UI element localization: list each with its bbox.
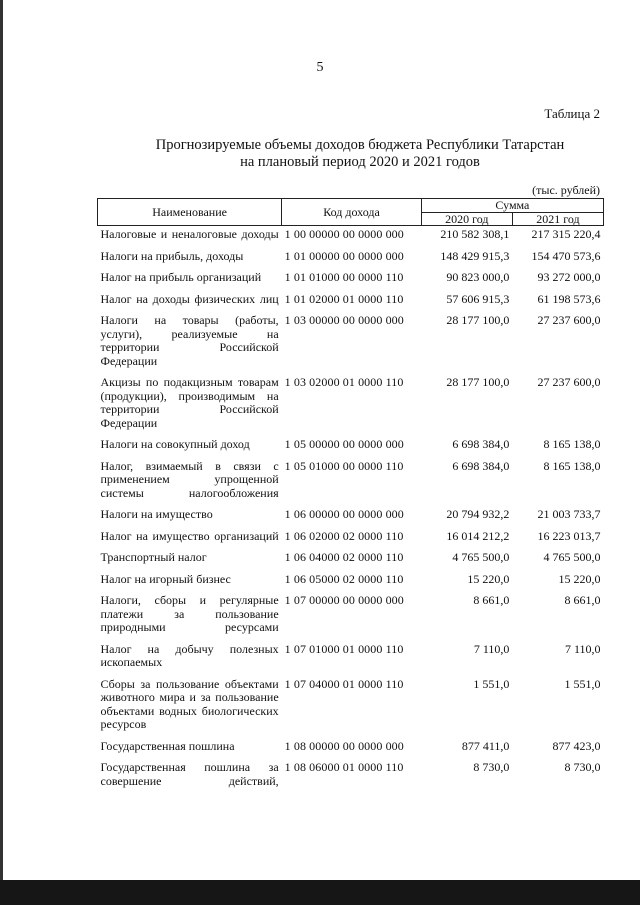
row-code: 1 07 01000 01 0000 110	[284, 641, 404, 656]
row-value-2020: 6 698 384,0	[452, 437, 510, 451]
table-caption: Таблица 2	[544, 106, 600, 121]
table-row	[98, 759, 604, 794]
table-row	[98, 571, 604, 593]
row-name: Государственная пошлина за совершение действий,	[100, 760, 279, 788]
row-value-2021: 7 110,0	[564, 641, 601, 656]
row-value-2021: 93 272 000,0	[537, 270, 601, 284]
table-row	[98, 641, 604, 676]
row-code: 1 06 00000 00 0000 000	[284, 507, 404, 521]
header-sum: Сумма	[421, 199, 603, 213]
row-value-2021: 4 765 500,0	[543, 550, 601, 564]
row-value-2021: 8 730,0	[564, 760, 601, 774]
row-code: 1 01 00000 00 0000 000	[284, 248, 404, 263]
title-line-1: Прогнозируемые объемы доходов бюджета Республики Татарстан	[155, 137, 565, 153]
row-value-2021: 15 220,0	[558, 571, 601, 586]
table-row	[98, 312, 604, 374]
header-year-2020: 2020 год	[421, 212, 512, 226]
row-value-2020: 20 794 932,2	[446, 507, 510, 521]
row-value-2020: 28 177 100,0	[446, 375, 510, 389]
row-code: 1 06 05000 02 0000 110	[284, 571, 404, 586]
page-number: 5	[316, 60, 324, 75]
row-code: 1 06 02000 02 0000 110	[284, 528, 404, 543]
row-code: 1 00 00000 00 0000 000	[284, 227, 404, 241]
table-row	[98, 436, 604, 458]
row-name: Налоги на совокупный доход	[100, 437, 250, 451]
row-name: Налоги на имущество	[100, 507, 213, 521]
row-code: 1 01 01000 00 0000 110	[284, 270, 404, 284]
row-value-2021: 8 165 138,0	[543, 437, 601, 451]
row-code: 1 05 01000 00 0000 110	[284, 458, 404, 473]
row-name: Транспортный налог	[100, 550, 207, 564]
unit-note: (тыс. рублей)	[532, 183, 600, 197]
header-year-2021: 2021 год	[512, 212, 603, 226]
table-row	[98, 549, 604, 571]
row-code: 1 05 00000 00 0000 000	[284, 437, 404, 451]
row-name: Государственная пошлина	[100, 738, 235, 753]
table-row	[98, 248, 604, 270]
row-code: 1 08 00000 00 0000 000	[284, 738, 404, 753]
scan-bottom-band	[0, 880, 640, 905]
row-value-2020: 8 661,0	[473, 593, 510, 607]
row-code: 1 03 02000 01 0000 110	[284, 375, 404, 389]
row-value-2020: 57 606 915,3	[446, 291, 510, 306]
row-value-2020: 7 110,0	[473, 641, 510, 656]
row-value-2020: 877 411,0	[461, 738, 510, 753]
row-value-2020: 210 582 308,1	[440, 227, 510, 241]
table-row	[98, 458, 604, 507]
row-name: Налоги, сборы и регулярные платежи за пользование природными ресурсами	[100, 593, 279, 634]
row-value-2021: 154 470 573,6	[531, 248, 601, 263]
row-name: Сборы за пользование объектами животного мира и за пользование объектами водных биологических ресурсов	[100, 676, 279, 731]
table-row	[98, 506, 604, 528]
row-value-2021: 27 237 600,0	[537, 313, 601, 327]
row-code: 1 03 00000 00 0000 000	[284, 313, 404, 327]
table-row	[98, 291, 604, 313]
table-row	[98, 226, 604, 248]
row-value-2020: 148 429 915,3	[440, 248, 510, 263]
table-row	[98, 269, 604, 291]
row-name: Налоги на товары (работы, услуги), реализуемые на территории Российской Федерации	[100, 313, 279, 368]
scan-left-edge	[0, 0, 3, 905]
row-value-2020: 16 014 212,2	[446, 528, 510, 543]
document-title	[110, 137, 610, 171]
row-value-2021: 16 223 013,7	[537, 528, 601, 543]
row-code: 1 07 04000 01 0000 110	[284, 676, 404, 691]
row-code: 1 08 06000 01 0000 110	[284, 760, 404, 774]
row-value-2021: 217 315 220,4	[531, 227, 601, 241]
row-name: Акцизы по подакцизным товарам (продукции), производимым на территории Российской Федерации	[100, 375, 279, 430]
row-value-2021: 1 551,0	[564, 676, 601, 691]
row-value-2021: 877 423,0	[552, 738, 601, 753]
row-code: 1 06 04000 02 0000 110	[284, 550, 404, 564]
row-value-2020: 8 730,0	[473, 760, 510, 774]
row-value-2021: 21 003 733,7	[537, 507, 601, 521]
row-code: 1 01 02000 01 0000 110	[284, 291, 404, 306]
row-name: Налог, взимаемый в связи с применением упрощенной системы налогообложения	[100, 458, 279, 500]
row-value-2020: 6 698 384,0	[452, 458, 510, 473]
title-line-2: на плановый период 2020 и 2021 годов	[240, 154, 480, 170]
row-name: Налог на доходы физических лиц	[100, 291, 279, 306]
row-name: Налог на имущество организаций	[100, 528, 279, 543]
row-value-2021: 61 198 573,6	[537, 291, 601, 306]
row-value-2020: 28 177 100,0	[446, 313, 510, 327]
row-value-2020: 90 823 000,0	[446, 270, 510, 284]
table-row	[98, 592, 604, 641]
header-code: Код дохода	[282, 199, 422, 226]
table-row	[98, 676, 604, 738]
revenue-table	[97, 198, 604, 794]
table-row	[98, 374, 604, 436]
row-value-2020: 15 220,0	[467, 571, 510, 586]
row-name: Налог на прибыль организаций	[100, 270, 262, 284]
table-row	[98, 528, 604, 550]
row-name: Налог на игорный бизнес	[100, 571, 231, 586]
row-name: Налог на добычу полезных ископаемых	[100, 641, 279, 669]
row-name: Налоговые и неналоговые доходы	[100, 227, 279, 241]
header-name: Наименование	[98, 199, 282, 226]
table-row	[98, 738, 604, 760]
row-value-2020: 4 765 500,0	[452, 550, 510, 564]
row-code: 1 07 00000 00 0000 000	[284, 593, 404, 607]
row-value-2021: 8 661,0	[564, 593, 601, 607]
row-value-2021: 8 165 138,0	[543, 458, 601, 473]
row-value-2021: 27 237 600,0	[537, 375, 601, 389]
row-name: Налоги на прибыль, доходы	[100, 248, 244, 263]
row-value-2020: 1 551,0	[473, 676, 510, 691]
